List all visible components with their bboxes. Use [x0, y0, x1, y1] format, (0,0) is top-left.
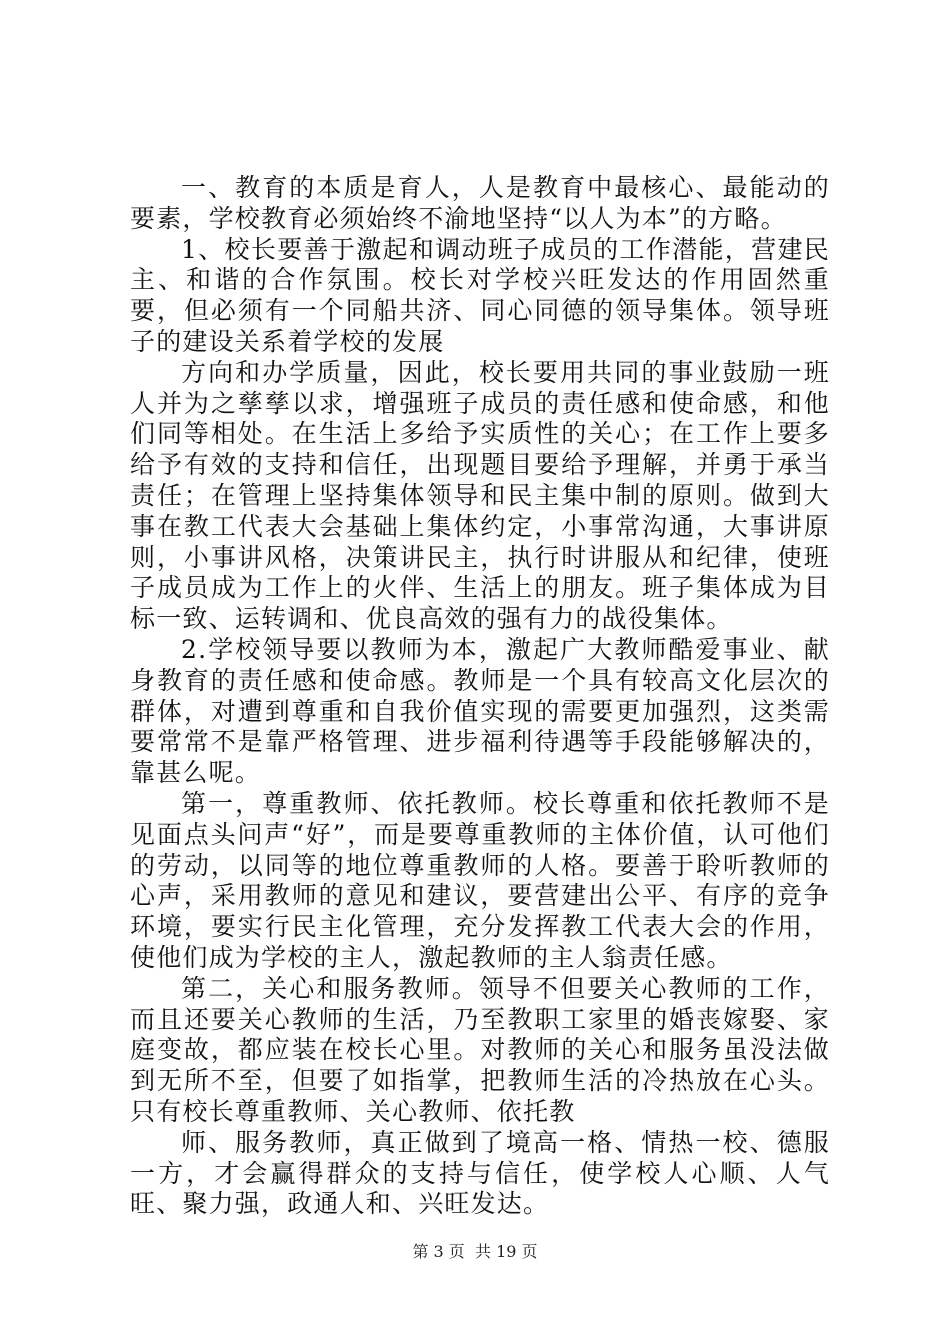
paragraph-point-1: 1、校长要善于激起和调动班子成员的工作潜能，营建民主、和谐的合作氛围。校长对学校兴旺发达的作用固然重要，但必须有一个同船共济、同心同德的领导集体。领导班子的建设关系着学校的发展 [130, 234, 830, 356]
paragraph-second-continued: 师、服务教师，真正做到了境高一格、情热一校、德服一方，才会赢得群众的支持与信任，使学校人心顺、人气旺、聚力强，政通人和、兴旺发达。 [130, 1127, 830, 1219]
document-body [130, 173, 830, 1220]
page-footer [0, 1242, 950, 1262]
paragraph-second: 第二，关心和服务教师。领导不但要关心教师的工作，而且还要关心教师的生活，乃至教职工家里的婚丧嫁娶、家庭变故，都应装在校长心里。对教师的关心和服务虽没法做到无所不至，但要了如指掌，把教师生活的冷热放在心头。只有校长尊重教师、关心教师、依托教 [130, 973, 830, 1126]
total-pages: 共 19 页 [474, 1242, 538, 1261]
paragraph-point-2: 2.学校领导要以教师为本，激起广大教师酷爱事业、献身教育的责任感和使命感。教师是一个具有较高文化层次的群体，对遭到尊重和自我价值实现的需要更加强烈，这类需要常常不是靠严格管理、进步福利待遇等手段能够解决的，靠甚么呢。 [130, 634, 830, 788]
paragraph-first: 第一，尊重教师、依托教师。校长尊重和依托教师不是见面点头问声“好”，而是要尊重教师的主体价值，认可他们的劳动，以同等的地位尊重教师的人格。要善于聆听教师的心声，采用教师的意见和建议，要营建出公平、有序的竞争环境，要实行民主化管理，充分发挥教工代表大会的作用，使他们成为学校的主人，激起教师的主人翁责任感。 [130, 788, 830, 972]
paragraph-point-1-continued: 方向和办学质量，因此，校长要用共同的事业鼓励一班人并为之孳孳以求，增强班子成员的责任感和使命感，和他们同等相处。在生活上多给予实质性的关心；在工作上要多给予有效的支持和信任，出现题目要给予理解，并勇于承当责任；在管理上坚持集体领导和民主集中制的原则。做到大事在教工代表大会基础上集体约定，小事常沟通，大事讲原则，小事讲风格，决策讲民主，执行时讲服从和纪律，使班子成员成为工作上的火伴、生活上的朋友。班子集体成为目标一致、运转调和、优良高效的强有力的战役集体。 [130, 357, 830, 634]
paragraph-intro: 一、教育的本质是育人，人是教育中最核心、最能动的要素，学校教育必须始终不渝地坚持“以人为本”的方略。 [130, 173, 830, 233]
page-number: 第 3 页 [412, 1242, 465, 1261]
